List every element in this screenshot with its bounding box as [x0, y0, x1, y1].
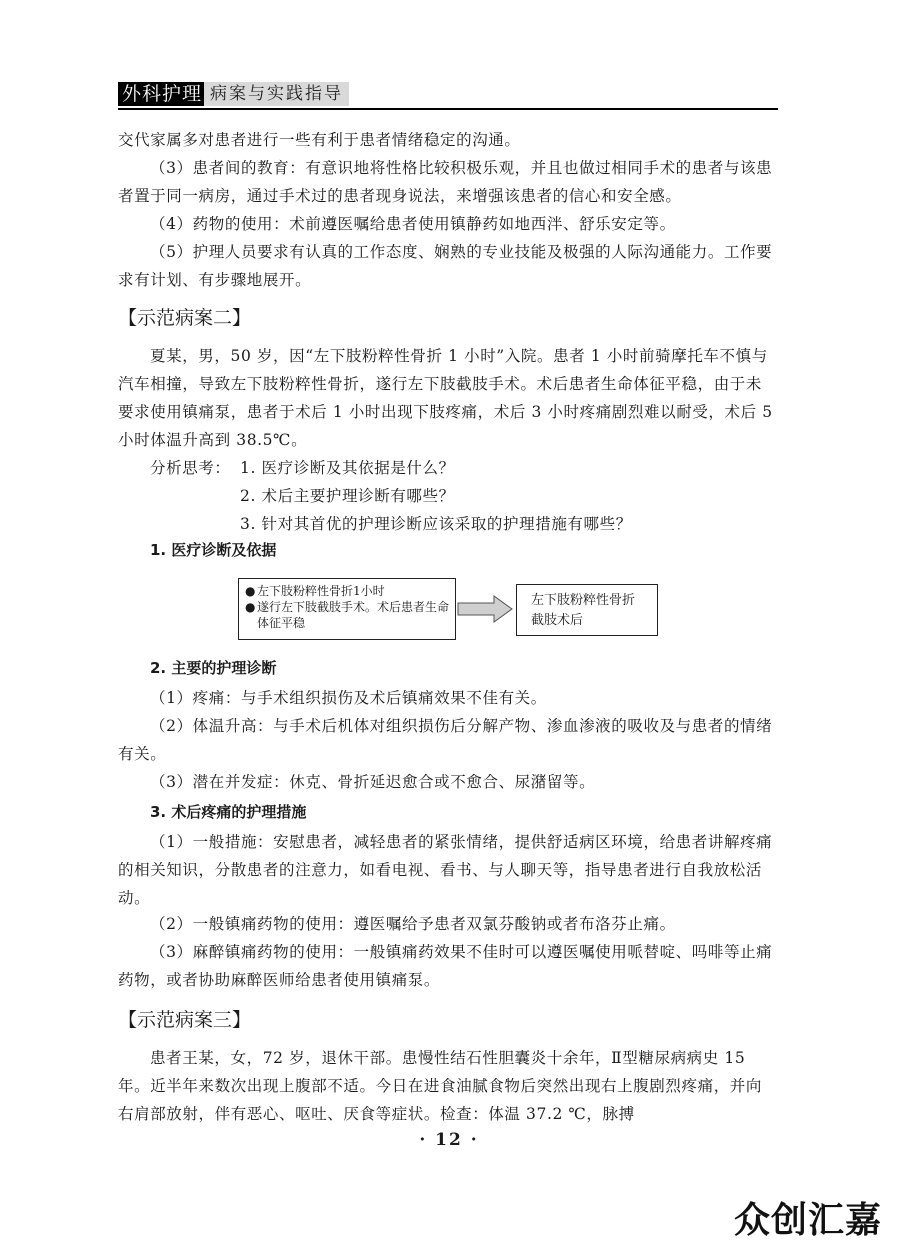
analysis-label: 分析思考： [150, 459, 231, 477]
book-title-tag: 外科护理 [118, 82, 206, 106]
bullet-icon: ● [245, 600, 256, 614]
case-3-intro: 患者王某，女，72 岁，退休干部。患慢性结石性胆囊炎十余年，Ⅱ型糖尿病病史 15 年。近半年来数次出现上腹部不适。今日在进食油腻食物后突然出现右上腹剧烈疼痛，并向右肩部放射，伴有恶心、呕吐、厌食等症状。检查：体温 37.2 ℃，脉搏 [118, 1049, 763, 1123]
subheading-pain-measures: 3. 术后疼痛的护理措施 [150, 803, 307, 821]
watermark-logo: 众创汇嘉 [733, 1200, 882, 1241]
measure-analgesics: （2）一般镇痛药物的使用：遵医嘱给予患者双氯芬酸钠或者布洛芬止痛。 [150, 915, 676, 933]
question-1: 1. 医疗诊断及其依据是什么？ [240, 459, 455, 477]
subheading-diagnosis: 1. 医疗诊断及依据 [150, 541, 277, 559]
book-subtitle: 病案与实践指导 [204, 82, 349, 106]
question-3: 3. 针对其首优的护理诊断应该采取的护理措施有哪些？ [240, 515, 632, 533]
bullet-icon: ● [245, 584, 256, 598]
subheading-nursing-diagnosis: 2. 主要的护理诊断 [150, 659, 277, 677]
paragraph-patient-education: （3）患者间的教育：有意识地将性格比较积极乐观，并且也做过相同手术的患者与该患者置于同一病房，通过手术过的患者现身说法，来增强该患者的信心和安全感。 [118, 159, 773, 205]
diagnosis-box: 左下肢粉粹性骨折截肢术后 [516, 584, 658, 636]
diagnosis-fever: （2）体温升高：与手术后机体对组织损伤后分解产物、渗血渗液的吸收及与患者的情绪有关。 [118, 717, 773, 763]
evidence-item: ● 遂行左下肢截肢手术。术后患者生命体征平稳 [245, 600, 450, 630]
case-2-heading: 【示范病案二】 [118, 307, 252, 329]
paragraph-medication: （4）药物的使用：术前遵医嘱给患者使用镇静药如地西泮、舒乐安定等。 [150, 215, 676, 233]
diagnosis-diagram [238, 574, 658, 646]
diagnosis-pain: （1）疼痛：与手术组织损伤及术后镇痛效果不佳有关。 [150, 689, 547, 707]
measure-general: （1）一般措施：安慰患者，减轻患者的紧张情绪，提供舒适病区环境，给患者讲解疼痛的相关知识，分散患者的注意力，如看电视、看书、与人聊天等，指导患者进行自我放松活动。 [118, 833, 773, 907]
paragraph-continued: 交代家属多对患者进行一些有利于患者情绪稳定的沟通。 [118, 131, 521, 149]
paragraph-nurse-requirements: （5）护理人员要求有认真的工作态度、娴熟的专业技能及极强的人际沟通能力。工作要求有计划、有步骤地展开。 [118, 243, 773, 289]
right-arrow-icon [456, 594, 514, 624]
diagnosis-complications: （3）潜在并发症：休克、骨折延迟愈合或不愈合、尿潴留等。 [150, 773, 596, 791]
case-3-heading: 【示范病案三】 [118, 1009, 252, 1031]
page-number: · 12 · [419, 1130, 479, 1150]
evidence-item: ● 左下肢粉粹性骨折1小时 [245, 584, 385, 598]
evidence-box [238, 578, 456, 640]
question-2: 2. 术后主要护理诊断有哪些？ [240, 487, 455, 505]
header-rule [118, 108, 778, 110]
measure-anesthetics: （3）麻醉镇痛药物的使用：一般镇痛药效果不佳时可以遵医嘱使用哌替啶、吗啡等止痛药物，或者协助麻醉医师给患者使用镇痛泵。 [118, 943, 773, 989]
running-header [118, 80, 778, 110]
case-2-intro: 夏某，男，50 岁，因“左下肢粉粹性骨折 1 小时”入院。患者 1 小时前骑摩托车不慎与汽车相撞，导致左下肢粉粹性骨折，遂行左下肢截肢手术。术后患者生命体征平稳，由于未要求使用镇痛泵，患者于术后 1 小时出现下肢疼痛，术后 3 小时疼痛剧烈难以耐受，术后 5 小时体温升高到 38.5℃。 [118, 347, 773, 449]
